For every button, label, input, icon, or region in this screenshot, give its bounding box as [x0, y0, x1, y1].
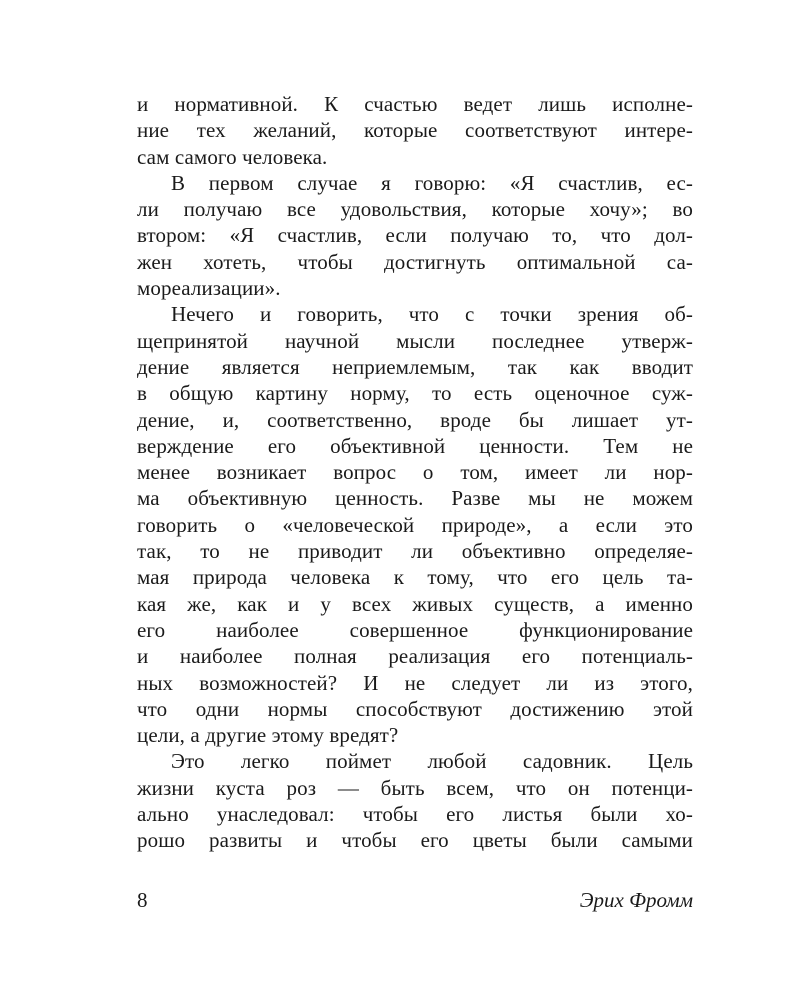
text-line: ли получаю все удовольствия, которые хочу»; во — [137, 197, 693, 222]
text-line: его наиболее совершенное функционирование — [137, 617, 693, 642]
text-line: дение является неприемлемым, так как вводит — [137, 354, 693, 379]
text-line: дение, и, соответственно, вроде бы лишает ут- — [137, 407, 693, 432]
text-line: и наиболее полная реализация его потенциаль- — [137, 644, 693, 669]
text-line: Нечего и говорить, что с точки зрения об- — [171, 302, 693, 327]
paragraph — [137, 170, 693, 301]
paragraph — [137, 91, 693, 170]
text-line: ально унаследовал: чтобы его листья были хо- — [137, 802, 693, 827]
page-number: 8 — [137, 888, 148, 912]
text-line: ние тех желаний, которые соответствуют интере- — [137, 118, 693, 143]
text-line: так, то не приводит ли объективно определяе- — [137, 539, 693, 564]
text-line: В первом случае я говорю: «Я счастлив, ес- — [171, 170, 693, 195]
text-line: кая же, как и у всех живых существ, а именно — [137, 591, 693, 616]
text-line: верждение его объективной ценности. Тем не — [137, 433, 693, 458]
text-line: цели, а другие этому вредят? — [137, 723, 399, 748]
text-line: жизни куста роз — быть всем, что он потенци- — [137, 775, 693, 800]
paragraph — [137, 748, 693, 853]
text-line: что одни нормы способствуют достижению этой — [137, 696, 693, 721]
text-line: менее возникает вопрос о том, имеет ли нор- — [137, 460, 693, 485]
text-line: мореализации». — [137, 276, 281, 301]
text-line: жен хотеть, чтобы достигнуть оптимальной са- — [137, 249, 693, 274]
text-line: ных возможностей? И не следует ли из этого, — [137, 670, 693, 695]
text-line: мая природа человека к тому, что его цель та- — [137, 565, 693, 590]
text-line: в общую картину норму, то есть оценочное суж- — [137, 381, 693, 406]
text-line: рошо развиты и чтобы его цветы были самыми — [137, 828, 693, 853]
running-footer-author: Эрих Фромм — [579, 888, 693, 912]
text-line: говорить о «человеческой природе», а если это — [137, 512, 693, 537]
paragraph — [137, 301, 693, 748]
body-text — [137, 91, 693, 854]
text-line: сам самого человека. — [137, 144, 328, 169]
text-line: щепринятой научной мысли последнее утверж- — [137, 328, 693, 353]
text-line: Это легко поймет любой садовник. Цель — [171, 749, 693, 774]
page-footer — [137, 888, 693, 918]
text-line: ма объективную ценность. Разве мы не можем — [137, 486, 693, 511]
text-line: и нормативной. К счастью ведет лишь исполне- — [137, 92, 693, 116]
text-line: втором: «Я счастлив, если получаю то, что дол- — [137, 223, 693, 248]
